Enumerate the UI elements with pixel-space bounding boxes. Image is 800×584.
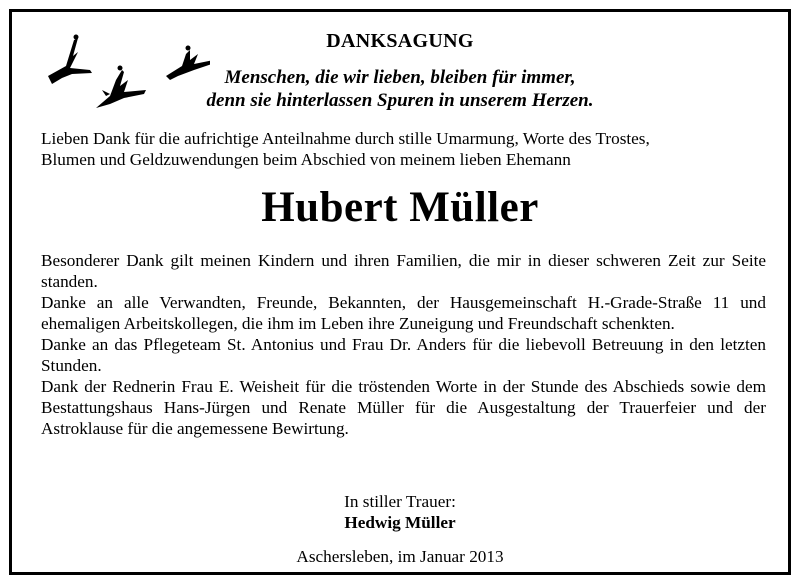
thanks-body [41,250,766,439]
closing-block [12,491,788,533]
thanks-paragraph: Dank der Rednerin Frau E. Weisheit für die tröstenden Worte in der Stunde des Abschieds sowie dem Bestattungshaus Hans-Jürgen und Renate Müller für die Ausgestaltung der Trauerfeier und der Astroklause für die angemessene Bewirtung. [41,377,766,438]
obituary-notice [9,9,791,575]
motto-line: Menschen, die wir lieben, bleiben für immer, [224,67,576,88]
signer-name: Hedwig Müller [344,513,456,532]
deceased-name: Hubert Müller [261,184,539,231]
motto-line: denn sie hinterlassen Spuren in unserem Herzen. [206,90,594,111]
closing-phrase: In stiller Trauer: [344,492,456,511]
motto-quote [162,66,638,112]
thanks-paragraph: Besonderer Dank gilt meinen Kindern und ihren Familien, die mir in dieser schweren Zeit zur Seite standen. [41,251,766,291]
thanks-paragraph: Danke an das Pflegeteam St. Antonius und Frau Dr. Anders für die liebevoll Betreuung in den letzten Stunden. [41,335,766,375]
place-date: Aschersleben, im Januar 2013 [296,547,504,566]
intro-text [41,128,766,170]
intro-line: Blumen und Geldzuwendungen beim Abschied von meinem lieben Ehemann [41,150,571,169]
notice-heading: DANKSAGUNG [326,30,474,52]
intro-line: Lieben Dank für die aufrichtige Anteilnahme durch stille Umarmung, Worte des Trostes, [41,129,650,148]
thanks-paragraph: Danke an alle Verwandten, Freunde, Bekannten, der Hausgemeinschaft H.-Grade-Straße 11 und ehemaligen Arbeitskollegen, die ihm im Leben ihre Zuneigung und Freundschaft schenkten. [41,293,766,333]
